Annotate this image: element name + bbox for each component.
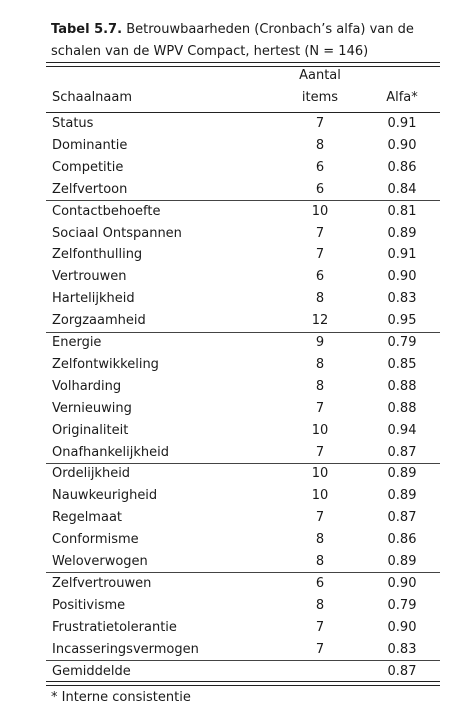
alpha-value: 0.87 (387, 444, 417, 460)
table-caption (51, 19, 451, 63)
alpha-value: 0.86 (387, 532, 417, 548)
table-row (46, 179, 440, 201)
item-count: 8 (315, 532, 325, 548)
item-count: 8 (315, 597, 325, 613)
scale-name: Hartelijkheid (52, 291, 135, 307)
table-row (46, 398, 440, 420)
table-row (46, 113, 440, 135)
footnote: * Interne consistentie (51, 690, 191, 705)
table-title: Betrouwbaarheden (Cronbach’s alfa) van de schalen van de WPV Compact, hertest (N = 146) (51, 22, 414, 59)
alpha-value: 0.83 (387, 641, 417, 657)
item-count: 8 (315, 137, 325, 153)
item-count: 10 (311, 488, 329, 504)
item-count: 7 (315, 444, 325, 460)
alpha-value: 0.89 (387, 554, 417, 569)
table-row (46, 223, 440, 245)
scale-name: Vertrouwen (52, 269, 127, 285)
item-count: 6 (315, 181, 325, 197)
table-row (46, 463, 440, 485)
table-row (46, 376, 440, 398)
scale-name: Weloverwogen (52, 554, 148, 569)
scale-name: Zelfontwikkeling (52, 356, 159, 372)
table-row (46, 266, 440, 288)
item-count: 7 (315, 225, 325, 241)
table-number: Tabel 5.7. (51, 22, 123, 37)
scale-name: Positivisme (52, 597, 126, 613)
header-top-rule (46, 62, 440, 67)
item-count: 8 (315, 554, 325, 569)
scale-name: Frustratietolerantie (52, 619, 177, 635)
scale-name: Ordelijkheid (52, 466, 131, 482)
scale-name: Incasseringsvermogen (52, 641, 199, 657)
alpha-value: 0.90 (387, 137, 417, 153)
alpha-value: 0.88 (387, 378, 417, 394)
alpha-value: 0.91 (387, 247, 417, 263)
table-row (46, 288, 440, 310)
item-count: 6 (315, 575, 325, 591)
alpha-value: 0.90 (387, 575, 417, 591)
table-row (46, 529, 440, 551)
scale-name: Sociaal Ontspannen (52, 225, 182, 241)
table-row (46, 354, 440, 376)
scale-name: Volharding (52, 378, 122, 394)
scale-name: Zelfonthulling (52, 247, 143, 263)
item-count: 10 (311, 203, 329, 219)
table-row (46, 551, 440, 573)
item-count: 10 (311, 422, 329, 438)
item-count: 7 (315, 510, 325, 526)
item-count: 7 (315, 619, 325, 635)
table-bottom-rule (46, 681, 440, 686)
scale-name: Zelfvertrouwen (52, 575, 152, 591)
alpha-value: 0.91 (387, 116, 417, 131)
scale-name: Onafhankelijkheid (52, 444, 169, 460)
scale-name: Competitie (52, 159, 124, 175)
table-row (46, 135, 440, 157)
table-row (46, 332, 440, 354)
scale-name: Gemiddelde (52, 663, 131, 679)
scale-name: Contactbehoefte (52, 203, 161, 219)
table-row (46, 617, 440, 639)
table-row (46, 420, 440, 442)
scale-name: Conformisme (52, 532, 139, 548)
alpha-value: 0.84 (387, 181, 417, 197)
alpha-value: 0.89 (387, 488, 417, 504)
table-row (46, 485, 440, 507)
header-scale-name: Schaalnaam (52, 90, 133, 105)
item-count: 6 (315, 269, 325, 285)
alpha-value: 0.83 (387, 291, 417, 307)
table-row (46, 573, 440, 595)
alpha-value: 0.95 (387, 313, 417, 329)
item-count: 8 (315, 378, 325, 394)
alpha-value: 0.81 (387, 203, 417, 219)
alpha-value: 0.90 (387, 619, 417, 635)
table-row (46, 442, 440, 464)
scale-name: Vernieuwing (52, 400, 132, 416)
alpha-value: 0.94 (387, 422, 417, 438)
alpha-value: 0.88 (387, 400, 417, 416)
scale-name: Energie (52, 335, 102, 350)
table-row (46, 310, 440, 332)
header-items-line2: items (301, 90, 339, 105)
alpha-value: 0.79 (387, 335, 417, 350)
scale-name: Zelfvertoon (52, 181, 128, 197)
scale-name: Originaliteit (52, 422, 129, 438)
alpha-value: 0.86 (387, 159, 417, 175)
alpha-value: 0.87 (387, 663, 417, 679)
scale-name: Dominantie (52, 137, 128, 153)
alpha-value: 0.89 (387, 225, 417, 241)
scale-name: Status (52, 116, 94, 131)
scale-name: Regelmaat (52, 510, 123, 526)
item-count: 7 (315, 400, 325, 416)
alpha-value: 0.90 (387, 269, 417, 285)
item-count: 8 (315, 356, 325, 372)
header-alpha: Alfa* (386, 90, 418, 105)
table-row (46, 639, 440, 661)
item-count: 7 (315, 641, 325, 657)
item-count: 7 (315, 247, 325, 263)
scale-name: Nauwkeurigheid (52, 488, 158, 504)
header-items-line1: Aantal (299, 68, 341, 83)
scale-name: Zorgzaamheid (52, 313, 146, 329)
table-row (46, 595, 440, 617)
item-count: 8 (315, 291, 325, 307)
alpha-value: 0.87 (387, 510, 417, 526)
item-count: 6 (315, 159, 325, 175)
item-count: 10 (311, 466, 329, 482)
table-row (46, 201, 440, 223)
item-count: 9 (315, 335, 325, 350)
alpha-value: 0.89 (387, 466, 417, 482)
table-row (46, 157, 440, 179)
item-count: 7 (315, 116, 325, 131)
average-row (46, 661, 440, 683)
item-count: 12 (311, 313, 329, 329)
alpha-value: 0.79 (387, 597, 417, 613)
alpha-value: 0.85 (387, 356, 417, 372)
table-row (46, 244, 440, 266)
table-row (46, 507, 440, 529)
